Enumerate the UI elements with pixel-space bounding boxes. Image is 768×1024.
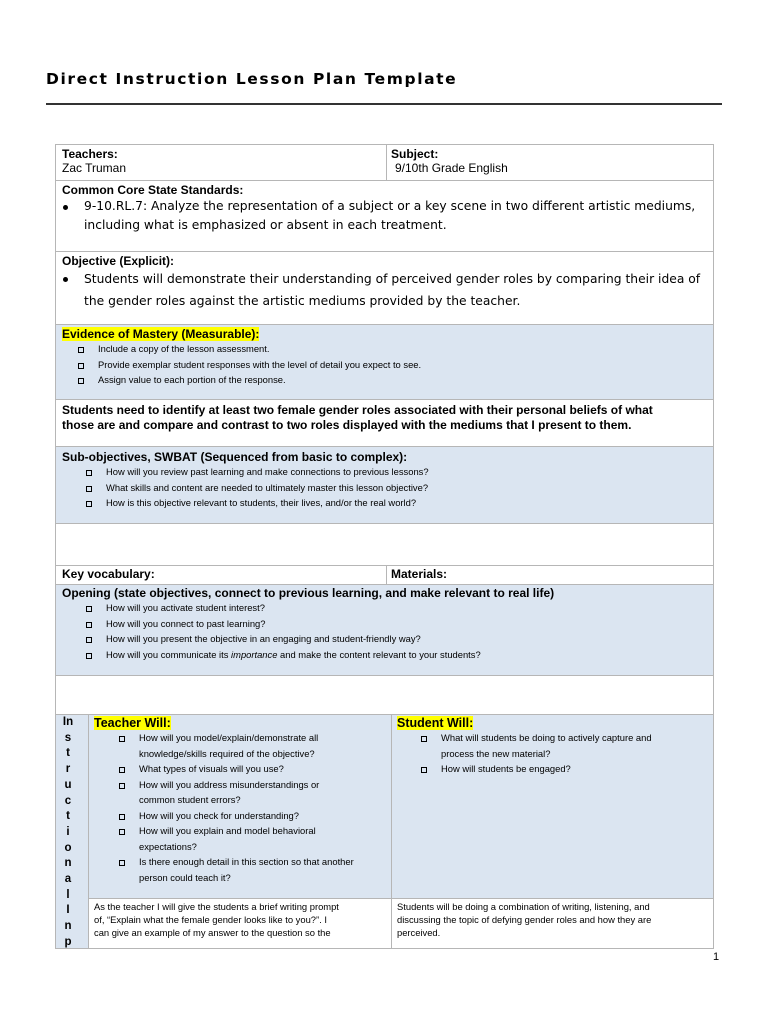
evidence-label: Evidence of Mastery (Measurable): xyxy=(62,327,260,341)
square-bullet-icon xyxy=(86,606,92,612)
objective-line-1: Students will demonstrate their understanding of perceived gender roles by comparing their idea of xyxy=(84,272,701,286)
student-will-item: How will students be engaged? xyxy=(441,761,708,777)
mastery-statement-line-2: those are and compare and contrast to two roles displayed with the mediums that I present to them. xyxy=(62,418,632,432)
objective-label: Objective (Explicit): xyxy=(62,254,175,268)
square-bullet-icon xyxy=(119,736,125,742)
objective-bullet xyxy=(63,277,68,282)
standards-text xyxy=(62,197,707,235)
teachers-cell xyxy=(55,144,387,181)
blank-row-2 xyxy=(55,675,714,715)
evidence-list xyxy=(98,341,707,388)
subobjectives-label: Sub-objectives, SWBAT (Sequenced from basic to complex): xyxy=(62,450,408,464)
mastery-statement-cell xyxy=(55,399,714,447)
teacher-will-item: Is there enough detail in this section so that another person could teach it? xyxy=(139,854,386,885)
teacher-will-item: How will you address misunderstandings or common student errors? xyxy=(139,777,386,808)
objective-line-2: the gender roles against the artistic mediums provided by the teacher. xyxy=(84,294,521,308)
evidence-item: Provide exemplar student responses with the level of detail you expect to see. xyxy=(98,357,707,373)
square-bullet-icon xyxy=(86,486,92,492)
opening-cell xyxy=(55,584,714,676)
mastery-statement-line-1: Students need to identify at least two female gender roles associated with their personal beliefs of what xyxy=(62,403,653,417)
instructional-input-label: In s t r u c t i o n a l I n p xyxy=(62,716,74,948)
teacher-will-item: How will you model/explain/demonstrate all knowledge/skills required of the objective? xyxy=(139,730,386,761)
standards-label: Common Core State Standards: xyxy=(62,183,244,197)
subject-cell xyxy=(386,144,714,181)
square-bullet-icon xyxy=(86,653,92,659)
standards-cell xyxy=(55,180,714,252)
student-will-item: What will students be doing to actively capture and process the new material? xyxy=(441,730,708,761)
opening-item: How will you communicate its importance and make the content relevant to your students? xyxy=(106,647,707,663)
subobjective-item: What skills and content are needed to ultimately master this lesson objective? xyxy=(106,480,707,496)
student-response-cell xyxy=(391,898,714,949)
square-bullet-icon xyxy=(86,622,92,628)
square-bullet-icon xyxy=(119,814,125,820)
square-bullet-icon xyxy=(86,470,92,476)
standards-bullet xyxy=(63,205,68,210)
materials-cell xyxy=(386,565,714,585)
teacher-will-list xyxy=(139,730,386,885)
opening-item: How will you activate student interest? xyxy=(106,600,707,616)
teacher-will-item: How will you explain and model behavioral expectations? xyxy=(139,823,386,854)
opening-item: How will you connect to past learning? xyxy=(106,616,707,632)
objective-cell xyxy=(55,251,714,325)
teachers-value: Zac Truman xyxy=(62,161,127,175)
standards-line-2: including what is emphasized or absent in each treatment. xyxy=(84,218,447,232)
square-bullet-icon xyxy=(78,363,84,369)
evidence-item: Assign value to each portion of the response. xyxy=(98,372,707,388)
square-bullet-icon xyxy=(421,736,427,742)
blank-row xyxy=(55,523,714,566)
page-number: 1 xyxy=(713,951,720,963)
square-bullet-icon xyxy=(421,767,427,773)
student-response-text: Students will be doing a combination of writing, listening, and discussing the topic of defying gender roles and how they are perceived. xyxy=(397,901,652,938)
student-will-cell xyxy=(391,714,714,899)
teacher-will-item: How will you check for understanding? xyxy=(139,808,386,824)
subobjectives-cell xyxy=(55,446,714,524)
instructional-input-column xyxy=(55,714,89,949)
document-title: Direct Instruction Lesson Plan Template xyxy=(46,70,458,88)
teacher-will-label: Teacher Will: xyxy=(94,716,171,730)
teacher-response-text: As the teacher I will give the students a brief writing prompt of, “Explain what the female gender looks like to you?”. I can give an example of my answer to the question so the xyxy=(94,901,339,938)
teachers-label: Teachers: xyxy=(62,147,118,161)
title-rule xyxy=(46,103,722,105)
student-will-label: Student Will: xyxy=(397,716,474,730)
square-bullet-icon xyxy=(119,860,125,866)
opening-label: Opening (state objectives, connect to previous learning, and make relevant to real life) xyxy=(62,586,555,600)
student-will-list xyxy=(441,730,708,777)
evidence-cell xyxy=(55,324,714,400)
vocabulary-cell xyxy=(55,565,387,585)
square-bullet-icon xyxy=(86,637,92,643)
square-bullet-icon xyxy=(78,378,84,384)
teacher-will-item: What types of visuals will you use? xyxy=(139,761,386,777)
teacher-response-cell xyxy=(88,898,392,949)
square-bullet-icon xyxy=(119,783,125,789)
subobjective-item: How is this objective relevant to students, their lives, and/or the real world? xyxy=(106,495,707,511)
square-bullet-icon xyxy=(119,767,125,773)
opening-item: How will you present the objective in an engaging and student-friendly way? xyxy=(106,631,707,647)
standards-line-1: 9-10.RL.7: Analyze the representation of a subject or a key scene in two different artistic mediums, xyxy=(84,199,696,213)
objective-text xyxy=(62,268,707,312)
opening-list xyxy=(106,600,707,662)
vocabulary-label: Key vocabulary: xyxy=(62,567,155,581)
subobjective-item: How will you review past learning and make connections to previous lessons? xyxy=(106,464,707,480)
importance-emphasis: importance xyxy=(231,648,278,660)
square-bullet-icon xyxy=(119,829,125,835)
teacher-will-cell xyxy=(88,714,392,899)
materials-label: Materials: xyxy=(391,567,448,581)
evidence-item: Include a copy of the lesson assessment. xyxy=(98,341,707,357)
square-bullet-icon xyxy=(78,347,84,353)
subject-label: Subject: xyxy=(391,147,439,161)
subobjectives-list xyxy=(106,464,707,511)
square-bullet-icon xyxy=(86,501,92,507)
subject-value: 9/10th Grade English xyxy=(395,161,508,175)
